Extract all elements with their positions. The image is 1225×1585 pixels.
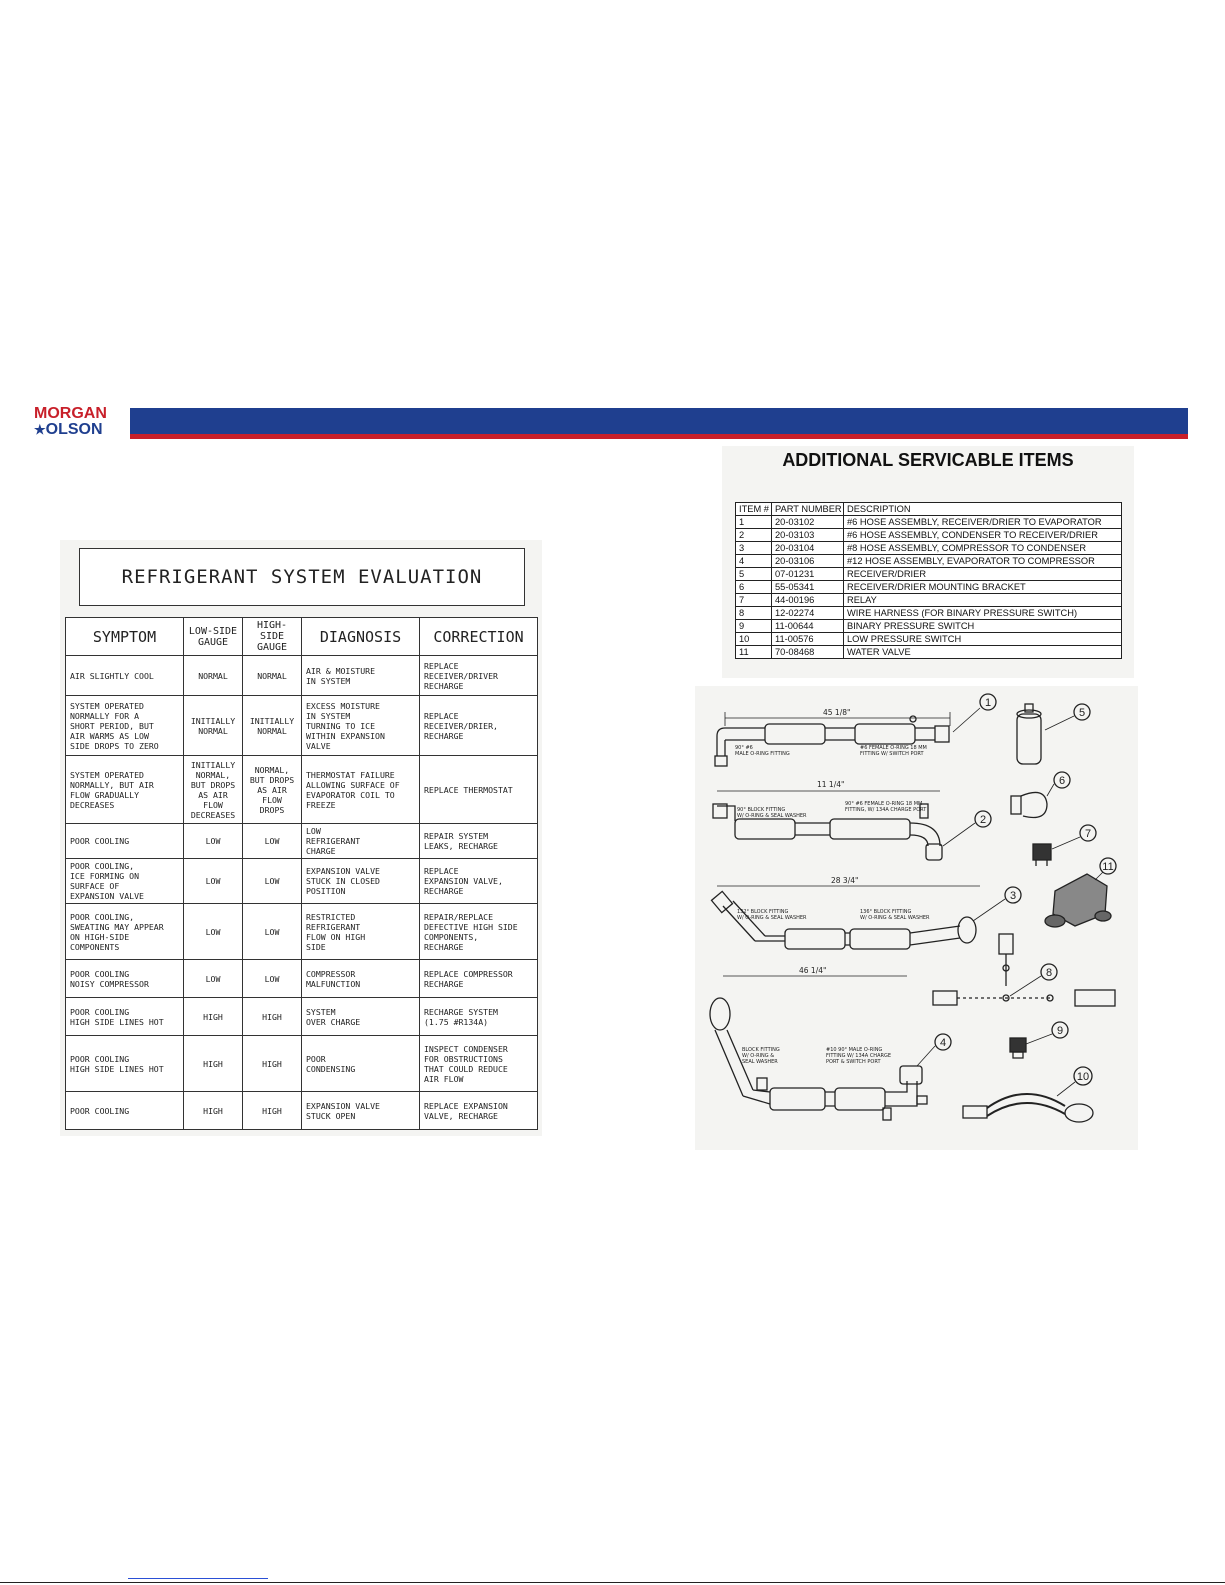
parts-row: [736, 607, 1122, 620]
header-band: [0, 406, 1225, 442]
item-number-cell: 2: [736, 529, 772, 542]
evaluation-table: [65, 617, 538, 1130]
symptom-cell: POOR COOLING HIGH SIDE LINES HOT: [66, 998, 184, 1036]
diagnosis-cell: SYSTEM OVER CHARGE: [302, 998, 420, 1036]
high-side-cell: INITIALLY NORMAL: [243, 696, 302, 756]
header-blue-stripe: [130, 408, 1188, 434]
symptom-cell: POOR COOLING, ICE FORMING ON SURFACE OF EXPANSION VALVE: [66, 859, 184, 904]
item-number-cell: 11: [736, 646, 772, 659]
evaluation-body: [66, 656, 538, 1130]
star-icon: ★: [34, 422, 46, 437]
header-red-stripe: [130, 434, 1188, 439]
diagnosis-cell: RESTRICTED REFRIGERANT FLOW ON HIGH SIDE: [302, 904, 420, 960]
header-item-number: ITEM #: [736, 503, 772, 516]
diagnosis-cell: POOR CONDENSING: [302, 1036, 420, 1092]
low-side-cell: INITIALLY NORMAL, BUT DROPS AS AIR FLOW DECREASES: [184, 756, 243, 824]
hose-assembly-1: [715, 712, 950, 766]
correction-cell: REPLACE RECEIVER/DRIVER RECHARGE: [420, 656, 538, 696]
correction-cell: REPLACE THERMOSTAT: [420, 756, 538, 824]
correction-cell: REPAIR SYSTEM LEAKS, RECHARGE: [420, 824, 538, 859]
item-number-cell: 3: [736, 542, 772, 555]
label-h1b: MALE O-RING FITTING: [735, 751, 790, 757]
low-side-cell: HIGH: [184, 998, 243, 1036]
parts-row: [736, 620, 1122, 633]
logo-line-2-text: OLSON: [45, 421, 103, 438]
label-h4a: BLOCK FITTING: [742, 1047, 780, 1053]
label-h3d: W/ O-RING & SEAL WASHER: [860, 915, 930, 921]
evaluation-row: [66, 904, 538, 960]
description-cell: WATER VALVE: [844, 646, 1122, 659]
dimension-3: 28 3/4": [831, 876, 859, 885]
hose-assembly-diagram: [695, 686, 1138, 1150]
label-h1c: #6 FEMALE O-RING 18 MM: [860, 745, 927, 751]
header-low-side-gauge: LOW-SIDE GAUGE: [184, 618, 243, 656]
evaluation-row: [66, 656, 538, 696]
callout-7: 7: [1084, 828, 1092, 840]
evaluation-row: [66, 1092, 538, 1130]
high-side-cell: HIGH: [243, 1092, 302, 1130]
evaluation-row: [66, 1036, 538, 1092]
parts-row: [736, 594, 1122, 607]
label-h1d: FITTING W/ SWITCH PORT: [860, 751, 924, 757]
symptom-cell: POOR COOLING NOISY COMPRESSOR: [66, 960, 184, 998]
symptom-cell: POOR COOLING HIGH SIDE LINES HOT: [66, 1036, 184, 1092]
footer-link-underline[interactable]: [128, 1578, 268, 1579]
part-number-cell: 12-02274: [772, 607, 844, 620]
parts-table: [735, 502, 1122, 659]
description-cell: BINARY PRESSURE SWITCH: [844, 620, 1122, 633]
dimension-1: 45 1/8": [823, 708, 851, 717]
symptom-cell: POOR COOLING, SWEATING MAY APPEAR ON HIGH-SIDE COMPONENTS: [66, 904, 184, 960]
label-h3c: 136° BLOCK FITTING: [860, 909, 912, 915]
dimension-4: 46 1/4": [799, 966, 827, 975]
refrigerant-evaluation-panel: [60, 540, 542, 1136]
high-side-cell: NORMAL: [243, 656, 302, 696]
item-number-cell: 4: [736, 555, 772, 568]
low-side-cell: LOW: [184, 859, 243, 904]
mounting-bracket: [1011, 792, 1047, 817]
relay: [1033, 844, 1051, 866]
low-side-cell: HIGH: [184, 1036, 243, 1092]
symptom-cell: POOR COOLING: [66, 824, 184, 859]
diagnosis-cell: LOW REFRIGERANT CHARGE: [302, 824, 420, 859]
diagnosis-cell: EXPANSION VALVE STUCK OPEN: [302, 1092, 420, 1130]
label-h4f: PORT & SWITCH PORT: [826, 1059, 881, 1065]
label-h2b: W/ O-RING & SEAL WASHER: [737, 813, 807, 819]
part-number-cell: 20-03106: [772, 555, 844, 568]
label-h2a: 90° BLOCK FITTING: [737, 807, 786, 813]
diagnosis-cell: AIR & MOISTURE IN SYSTEM: [302, 656, 420, 696]
correction-cell: REPLACE RECEIVER/DRIER, RECHARGE: [420, 696, 538, 756]
correction-cell: REPAIR/REPLACE DEFECTIVE HIGH SIDE COMPONENTS, RECHARGE: [420, 904, 538, 960]
part-number-cell: 11-00576: [772, 633, 844, 646]
low-side-cell: INITIALLY NORMAL: [184, 696, 243, 756]
callout-5: 5: [1078, 707, 1086, 719]
correction-cell: REPLACE EXPANSION VALVE, RECHARGE: [420, 1092, 538, 1130]
symptom-cell: POOR COOLING: [66, 1092, 184, 1130]
callout-2: 2: [979, 814, 987, 826]
high-side-cell: NORMAL, BUT DROPS AS AIR FLOW DROPS: [243, 756, 302, 824]
evaluation-row: [66, 824, 538, 859]
part-number-cell: 20-03104: [772, 542, 844, 555]
header-high-side-gauge: HIGH-SIDE GAUGE: [243, 618, 302, 656]
label-h3a: 132° BLOCK FITTING: [737, 909, 789, 915]
description-cell: #6 HOSE ASSEMBLY, RECEIVER/DRIER TO EVAPORATOR: [844, 516, 1122, 529]
item-number-cell: 5: [736, 568, 772, 581]
parts-row: [736, 516, 1122, 529]
description-cell: RELAY: [844, 594, 1122, 607]
diagnosis-cell: EXPANSION VALVE STUCK IN CLOSED POSITION: [302, 859, 420, 904]
header-part-number: PART NUMBER: [772, 503, 844, 516]
diagnosis-cell: EXCESS MOISTURE IN SYSTEM TURNING TO ICE WITHIN EXPANSION VALVE: [302, 696, 420, 756]
correction-cell: RECHARGE SYSTEM (1.75 #R134A): [420, 998, 538, 1036]
correction-cell: REPLACE EXPANSION VALVE, RECHARGE: [420, 859, 538, 904]
evaluation-row: [66, 756, 538, 824]
item-number-cell: 10: [736, 633, 772, 646]
diagram-svg: [695, 686, 1138, 1150]
parts-row: [736, 633, 1122, 646]
parts-row: [736, 646, 1122, 659]
high-side-cell: LOW: [243, 904, 302, 960]
parts-row: [736, 542, 1122, 555]
header-description: DESCRIPTION: [844, 503, 1122, 516]
high-side-cell: LOW: [243, 960, 302, 998]
parts-row: [736, 555, 1122, 568]
evaluation-title: REFRIGERANT SYSTEM EVALUATION: [121, 566, 483, 588]
header-correction: CORRECTION: [420, 618, 538, 656]
callout-6: 6: [1058, 775, 1066, 787]
callout-8: 8: [1045, 967, 1053, 979]
low-pressure-switch: [963, 1094, 1093, 1122]
parts-list-panel: [722, 446, 1134, 678]
diagnosis-cell: THERMOSTAT FAILURE ALLOWING SURFACE OF EVAPORATOR COIL TO FREEZE: [302, 756, 420, 824]
item-number-cell: 9: [736, 620, 772, 633]
evaluation-row: [66, 998, 538, 1036]
binary-pressure-switch: [1010, 1038, 1026, 1058]
item-number-cell: 6: [736, 581, 772, 594]
description-cell: #8 HOSE ASSEMBLY, COMPRESSOR TO CONDENSER: [844, 542, 1122, 555]
parts-row: [736, 581, 1122, 594]
part-number-cell: 11-00644: [772, 620, 844, 633]
high-side-cell: HIGH: [243, 998, 302, 1036]
part-number-cell: 20-03102: [772, 516, 844, 529]
part-number-cell: 55-05341: [772, 581, 844, 594]
footer-rule: [0, 1582, 1225, 1583]
wire-harness: [933, 934, 1115, 1006]
evaluation-row: [66, 859, 538, 904]
parts-row: [736, 529, 1122, 542]
high-side-cell: LOW: [243, 824, 302, 859]
label-h4b: W/ O-RING &: [742, 1053, 775, 1059]
part-number-cell: 70-08468: [772, 646, 844, 659]
logo-line-1: MORGAN: [34, 405, 107, 422]
label-h3b: W/ O-RING & SEAL WASHER: [737, 915, 807, 921]
part-number-cell: 20-03103: [772, 529, 844, 542]
water-valve: [1045, 874, 1111, 927]
part-number-cell: 07-01231: [772, 568, 844, 581]
description-cell: RECEIVER/DRIER MOUNTING BRACKET: [844, 581, 1122, 594]
diagnosis-cell: COMPRESSOR MALFUNCTION: [302, 960, 420, 998]
correction-cell: REPLACE COMPRESSOR RECHARGE: [420, 960, 538, 998]
header-symptom: SYMPTOM: [66, 618, 184, 656]
low-side-cell: LOW: [184, 904, 243, 960]
low-side-cell: LOW: [184, 960, 243, 998]
description-cell: RECEIVER/DRIER: [844, 568, 1122, 581]
description-cell: #6 HOSE ASSEMBLY, CONDENSER TO RECEIVER/DRIER: [844, 529, 1122, 542]
evaluation-row: [66, 696, 538, 756]
evaluation-header-row: [66, 618, 538, 656]
symptom-cell: SYSTEM OPERATED NORMALLY FOR A SHORT PERIOD, BUT AIR WARMS AS LOW SIDE DROPS TO ZERO: [66, 696, 184, 756]
callout-3: 3: [1009, 890, 1017, 902]
dimension-2: 11 1/4": [817, 780, 845, 789]
item-number-cell: 7: [736, 594, 772, 607]
parts-row: [736, 568, 1122, 581]
callout-9: 9: [1056, 1025, 1064, 1037]
morgan-olson-logo: [34, 406, 129, 442]
description-cell: LOW PRESSURE SWITCH: [844, 633, 1122, 646]
description-cell: WIRE HARNESS (FOR BINARY PRESSURE SWITCH): [844, 607, 1122, 620]
label-h2c: 90° #6 FEMALE O-RING 18 MM: [845, 801, 923, 807]
low-side-cell: LOW: [184, 824, 243, 859]
symptom-cell: SYSTEM OPERATED NORMALLY, BUT AIR FLOW GRADUALLY DECREASES: [66, 756, 184, 824]
low-side-cell: HIGH: [184, 1092, 243, 1130]
high-side-cell: LOW: [243, 859, 302, 904]
parts-title: ADDITIONAL SERVICABLE ITEMS: [782, 450, 1074, 470]
callout-10: 10: [1076, 1071, 1090, 1083]
label-h4c: SEAL WASHER: [742, 1059, 778, 1065]
logo-line-2: [34, 422, 103, 438]
label-h4d: #10 90° MALE O-RING: [826, 1047, 883, 1053]
callout-11: 11: [1102, 861, 1114, 873]
evaluation-title-box: [79, 548, 525, 606]
part-number-cell: 44-00196: [772, 594, 844, 607]
label-h4e: FITTING W/ 134A CHARGE: [826, 1053, 891, 1059]
label-h1a: 90° #6: [735, 745, 753, 751]
header-diagnosis: DIAGNOSIS: [302, 618, 420, 656]
item-number-cell: 1: [736, 516, 772, 529]
parts-body: [736, 516, 1122, 659]
evaluation-row: [66, 960, 538, 998]
label-h2d: FITTING, W/ 134A CHARGE PORT: [845, 807, 927, 813]
callout-4: 4: [939, 1037, 947, 1049]
parts-header-row: [736, 503, 1122, 516]
high-side-cell: HIGH: [243, 1036, 302, 1092]
description-cell: #12 HOSE ASSEMBLY, EVAPORATOR TO COMPRESSOR: [844, 555, 1122, 568]
correction-cell: INSPECT CONDENSER FOR OBSTRUCTIONS THAT COULD REDUCE AIR FLOW: [420, 1036, 538, 1092]
low-side-cell: NORMAL: [184, 656, 243, 696]
receiver-drier: [1017, 704, 1041, 764]
symptom-cell: AIR SLIGHTLY COOL: [66, 656, 184, 696]
item-number-cell: 8: [736, 607, 772, 620]
callout-1: 1: [984, 697, 992, 709]
